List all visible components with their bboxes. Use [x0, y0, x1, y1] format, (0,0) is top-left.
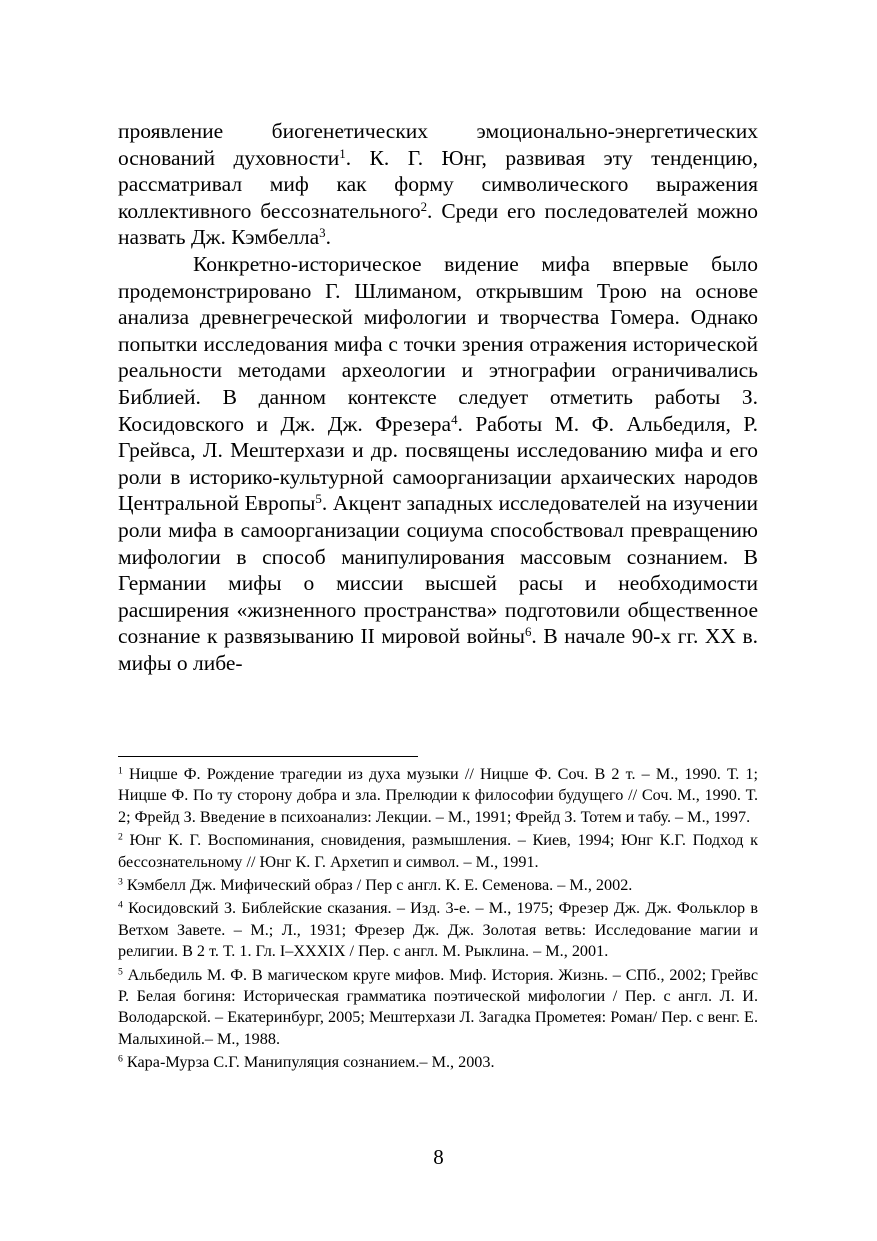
footnote-number: 2 [118, 831, 123, 843]
text-run: . В начале 90-х гг. XX в. мифы о либе- [118, 624, 759, 675]
footnote-text: Юнг К. Г. Воспоминания, сновидения, размышления. – Киев, 1994; Юнг К.Г. Подход к бессознательному // Юнг К. Г. Архетип и символ. – М., 1991. [118, 831, 758, 871]
page-number: 8 [433, 1145, 444, 1169]
footnote-4 [118, 898, 758, 962]
text-run: проявление биогенетических эмоционально-энергетических оснований духовности [118, 119, 758, 170]
footnote-text: Косидовский З. Библейские сказания. – Изд. 3-е. – М., 1975; Фрезер Дж. Дж. Фольклор в Ветхом Завете. – М.; Л., 1931; Фрезер Дж. Дж. Золотая ветвь: Исследование магии и религии. В 2 т. Т. 1. Гл. I–XXXIX / Пер. с англ. М. Рыклина. – М., 2001. [118, 899, 759, 961]
text-run: . Работы М. Ф. Альбедиля, Р. Грейвса, Л. Мештерхази и др. посвящены исследованию мифа и его роли в историко-культурной самоорганизации архаических народов Центральной Европы [118, 411, 758, 516]
footnote-2 [118, 830, 758, 873]
footnote-text: Кэмбелл Дж. Мифический образ / Пер с англ. К. Е. Семенова. – М., 2002. [126, 876, 633, 895]
text-run: . [325, 225, 331, 250]
footnote-number: 6 [118, 1053, 123, 1065]
footnote-ref-3[interactable]: 3 [319, 226, 326, 241]
footnotes [118, 764, 758, 1076]
main-text [118, 118, 758, 676]
text-run: . К. Г. Юнг, развивая эту тенденцию, рассматривал миф как форму символического выражения коллективного бессознательного [118, 145, 758, 223]
paragraph-2 [118, 251, 758, 677]
text-run: . Акцент западных исследователей на изучении роли мифа в самоорганизации социума способствовал превращению мифологии в способ манипулирования массовым сознанием. В Германии мифы о миссии высшей расы и необходимости расширения «жизненного пространства» подготовили общественное сознание к развязыванию II мировой войны [118, 491, 759, 649]
footnote-ref-5[interactable]: 5 [315, 492, 322, 507]
paragraph-1 [118, 118, 758, 251]
footnote-number: 3 [118, 876, 123, 888]
footnote-separator [118, 756, 418, 757]
footnote-text: Альбедиль М. Ф. В магическом круге мифов. Миф. История. Жизнь. – СПб., 2002; Грейвс Р. Белая богиня: Историческая грамматика поэтической мифологии / Пер. с англ. Л. И. Володарской. – Екатеринбург, 2005; Мештерхази Л. Загадка Прометея: Роман/ Пер. с венг. Е. Малыхиной.– М., 1988. [118, 965, 759, 1048]
footnote-1 [118, 764, 758, 828]
footnote-ref-2[interactable]: 2 [420, 199, 428, 214]
footnote-5 [118, 965, 758, 1051]
text-run: . Среди его последователей можно назвать Дж. Кэмбелла [118, 198, 758, 250]
footnote-number: 1 [118, 765, 123, 777]
footnote-6 [118, 1052, 758, 1073]
footnote-ref-1[interactable]: 1 [339, 146, 346, 161]
footnote-text: Кара-Мурза С.Г. Манипуляция сознанием.– М., 2003. [126, 1053, 495, 1072]
footnote-ref-4[interactable]: 4 [451, 412, 458, 427]
footnote-text: Ницше Ф. Рождение трагедии из духа музыки // Ницше Ф. Соч. В 2 т. – М., 1990. Т. 1; Ницше Ф. По ту сторону добра и зла. Прелюдии к философии будущего // Соч. М., 1990. Т. 2; Фрейд З. Введение в психоанализ: Лекции. – М., 1991; Фрейд З. Тотем и табу. – М., 1997. [118, 765, 759, 826]
footnote-3 [118, 875, 758, 896]
footnote-number: 5 [118, 966, 123, 978]
text-run: Конкретно-историческое видение мифа впервые было продемонстрировано Г. Шлиманом, открывшим Трою на основе анализа древнегреческой мифологии и творчества Гомера. Однако попытки исследования мифа с точки зрения отражения исторической реальности методами археологии и этнографии ограничивались Библией. В данном контексте следует отметить работы З. Косидовского и Дж. Дж. Фрезера [118, 251, 758, 436]
footnote-ref-6[interactable]: 6 [524, 625, 532, 640]
footnote-number: 4 [118, 900, 123, 912]
